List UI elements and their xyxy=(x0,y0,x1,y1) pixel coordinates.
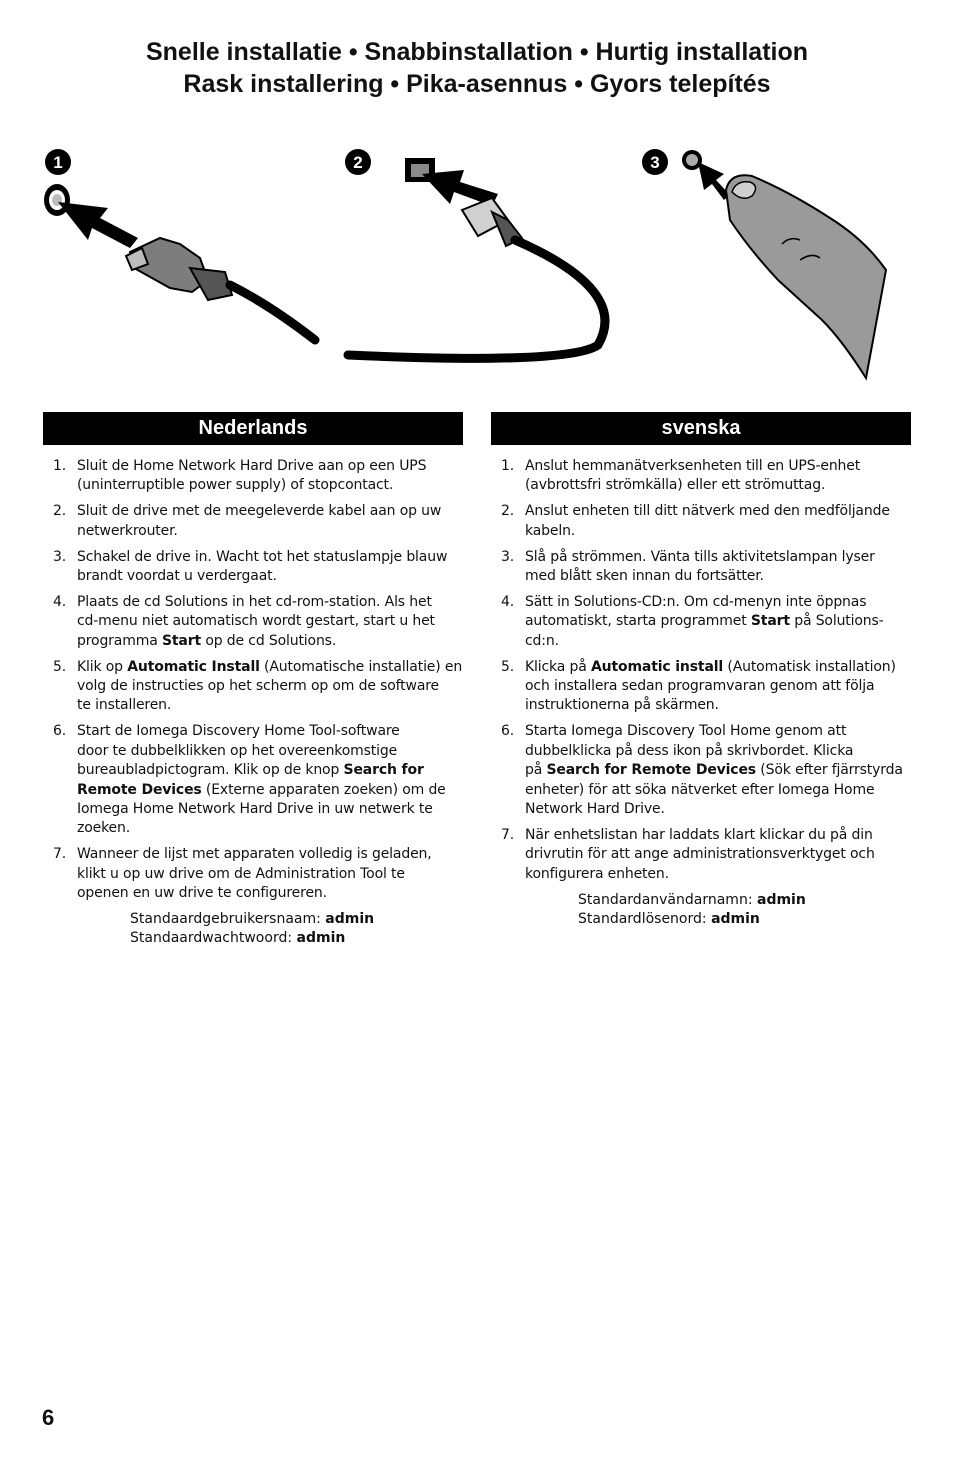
step-badge-2-label: 2 xyxy=(353,153,363,172)
text-segment: Standaardwachtwoord: xyxy=(130,930,297,947)
text-segment: med blått sken innan du fortsätter. xyxy=(525,568,764,585)
step-line xyxy=(525,476,911,495)
text-segment: admin xyxy=(296,930,346,947)
text-segment: Standaardgebruikersnaam: xyxy=(130,911,326,928)
step-line xyxy=(77,696,463,715)
step-line xyxy=(77,476,463,495)
step-item xyxy=(53,658,463,716)
page-number: 6 xyxy=(42,1405,55,1430)
step-item xyxy=(53,548,463,587)
step-line xyxy=(525,865,911,884)
step-line xyxy=(77,658,463,677)
step-line xyxy=(77,800,463,819)
installation-illustration xyxy=(30,140,930,390)
text-segment: Search for Remote Devices xyxy=(546,762,756,779)
page-title xyxy=(0,36,954,100)
step-line xyxy=(77,845,463,864)
step-item xyxy=(501,457,911,496)
step-line xyxy=(525,742,911,761)
step-number: 6. xyxy=(501,723,515,740)
text-segment: bureaubladpictogram. Klik op de knop xyxy=(77,762,344,779)
text-segment: kabeln. xyxy=(525,522,576,539)
text-segment: på xyxy=(525,762,547,779)
step-line xyxy=(77,677,463,696)
step-line xyxy=(525,632,911,651)
text-segment: Sätt in Solutions-CD:n. Om cd-menyn inte öppnas xyxy=(525,593,867,610)
text-segment: instruktionerna på skärmen. xyxy=(525,697,719,714)
step-item xyxy=(501,658,911,716)
step-badge-3 xyxy=(642,149,668,175)
text-segment: Standardlösenord: xyxy=(578,911,712,928)
nederlands-credentials xyxy=(130,910,463,949)
text-segment: klikt u op uw drive om de Administration Tool te xyxy=(77,865,405,882)
power-button-icon xyxy=(682,150,702,170)
nederlands-steps xyxy=(43,457,463,904)
text-segment: Sluit de drive met de meegeleverde kabel aan op uw xyxy=(77,503,442,520)
step-number: 3. xyxy=(53,548,67,565)
text-segment: netwerkrouter. xyxy=(77,522,178,539)
step-line xyxy=(77,781,463,800)
step-line xyxy=(77,567,463,586)
step-line xyxy=(525,567,911,586)
step-line xyxy=(525,593,911,612)
step-line xyxy=(525,658,911,677)
text-segment: Anslut hemmanätverksenheten till en UPS-enhet xyxy=(525,458,861,474)
text-segment: (Externe apparaten zoeken) om de xyxy=(201,781,446,798)
step-number: 5. xyxy=(53,658,67,675)
step-line xyxy=(77,761,463,780)
step-line xyxy=(525,522,911,541)
step-line xyxy=(77,457,463,476)
text-segment: cd-menu niet automatisch wordt gestart, start u het xyxy=(77,613,435,630)
step-item xyxy=(501,502,911,541)
text-segment: Start xyxy=(750,613,790,630)
step-badge-2 xyxy=(345,149,371,175)
text-segment: Plaats de cd Solutions in het cd-rom-station. Als het xyxy=(77,593,432,610)
text-segment: admin xyxy=(711,911,760,928)
step-number: 4. xyxy=(53,593,67,610)
step-line xyxy=(525,826,911,845)
credential-line xyxy=(578,910,911,929)
step-item xyxy=(501,593,911,651)
nederlands-column xyxy=(43,412,463,949)
step-line xyxy=(525,548,911,567)
text-segment: Anslut enheten till ditt nätverk med den medföljande xyxy=(525,503,890,520)
text-segment: Automatic install xyxy=(590,658,724,675)
text-segment: enheter) för att söka nätverket efter Iomega Home xyxy=(525,781,875,798)
finger-icon xyxy=(726,175,886,378)
step-line xyxy=(77,884,463,903)
nederlands-heading: Nederlands xyxy=(43,412,463,445)
title-line-1: Snelle installatie • Snabbinstallation • Hurtig installation xyxy=(145,38,809,66)
step-line xyxy=(525,502,911,521)
svenska-steps xyxy=(491,457,911,884)
text-segment: admin xyxy=(325,911,375,928)
step-line xyxy=(525,800,911,819)
text-segment: admin xyxy=(757,891,806,908)
text-segment: Remote Devices xyxy=(77,781,202,798)
step-line xyxy=(77,593,463,612)
text-segment: konfigurera enheten. xyxy=(525,865,669,882)
step-number: 7. xyxy=(53,846,67,863)
text-segment: (avbrottsfri strömkälla) eller ett strömuttag. xyxy=(525,477,826,494)
text-segment: och installera sedan programvaran genom att följa xyxy=(525,678,875,695)
text-segment: Start xyxy=(161,632,202,649)
step-item xyxy=(53,593,463,651)
credential-line xyxy=(130,910,463,929)
text-segment: (Sök efter fjärrstyrda xyxy=(756,762,903,779)
step-badge-3-label: 3 xyxy=(650,153,660,172)
step-number: 4. xyxy=(501,593,515,610)
step-number: 1. xyxy=(501,458,515,474)
step-line xyxy=(525,457,911,476)
step-line xyxy=(77,819,463,838)
text-segment: door te dubbelklikken op het overeenkomstige xyxy=(77,742,398,759)
step-line xyxy=(77,722,463,741)
step-line xyxy=(525,612,911,631)
text-segment: automatiskt, starta programmet xyxy=(525,613,751,630)
step-line xyxy=(77,548,463,567)
text-segment: Wanneer de lijst met apparaten volledig is geladen, xyxy=(77,846,432,863)
step-number: 2. xyxy=(53,503,67,520)
text-segment: När enhetslistan har laddats klart klickar du på din xyxy=(525,826,873,843)
step-line xyxy=(77,742,463,761)
text-segment: dubbelklicka på dess ikon på skrivbordet. Klicka xyxy=(525,742,854,759)
step-number: 3. xyxy=(501,548,515,565)
text-segment: Search for xyxy=(343,762,424,779)
text-segment: te installeren. xyxy=(77,697,172,714)
step-line xyxy=(77,502,463,521)
step-line xyxy=(525,677,911,696)
text-segment: (uninterruptible power supply) of stopcontact. xyxy=(77,477,394,494)
step-line xyxy=(525,781,911,800)
arrow-1-icon xyxy=(58,202,138,248)
text-segment: Slå på strömmen. Vänta tills aktivitetslampan lyser xyxy=(525,548,875,565)
step-item xyxy=(501,826,911,884)
step-line xyxy=(77,865,463,884)
step-line xyxy=(525,696,911,715)
text-segment: op de cd Solutions. xyxy=(201,632,337,649)
text-segment: Klik op xyxy=(77,658,128,675)
text-segment: (Automatische installatie) en xyxy=(259,658,463,675)
text-segment: på Solutions- xyxy=(789,613,884,630)
title-line-2: Rask installering • Pika-asennus • Gyors telepítés xyxy=(183,70,771,98)
step-number: 7. xyxy=(501,826,515,843)
power-plug-icon xyxy=(126,238,315,340)
text-segment: Klicka på xyxy=(525,658,591,675)
svenska-credentials xyxy=(578,891,911,930)
step-line xyxy=(77,632,463,651)
text-segment: Iomega Home Network Hard Drive in uw netwerk te xyxy=(77,801,433,817)
text-segment: drivrutin för att ange administrationsverktyget och xyxy=(525,846,875,863)
svenska-column xyxy=(491,412,911,929)
step-badge-1 xyxy=(45,149,71,175)
step-number: 6. xyxy=(53,723,67,740)
step-badge-1-label: 1 xyxy=(53,153,63,172)
text-segment: Start de Iomega Discovery Home Tool-software xyxy=(77,723,400,740)
step-number: 1. xyxy=(53,458,67,474)
text-segment: programma xyxy=(77,632,162,649)
text-segment: zoeken. xyxy=(77,820,131,837)
credential-line xyxy=(130,929,463,948)
step-item xyxy=(501,548,911,587)
text-segment: brandt voordat u verdergaat. xyxy=(77,568,277,585)
step-item xyxy=(53,457,463,496)
step-line xyxy=(77,612,463,631)
text-segment: Sluit de Home Network Hard Drive aan op een UPS xyxy=(77,458,427,474)
step-line xyxy=(525,845,911,864)
text-segment: Standardanvändarnamn: xyxy=(578,891,757,908)
arrow-3-icon xyxy=(698,162,730,200)
text-segment: Automatic Install xyxy=(127,658,260,675)
step-item xyxy=(501,722,911,819)
text-segment: Network Hard Drive. xyxy=(525,801,665,817)
step-number: 2. xyxy=(501,503,515,520)
text-segment: volg de instructies op het scherm op om de software xyxy=(77,678,440,695)
text-segment: (Automatisk installation) xyxy=(723,658,896,675)
step-line xyxy=(525,722,911,741)
step-line xyxy=(77,522,463,541)
step-item xyxy=(53,845,463,903)
text-segment: Starta Iomega Discovery Tool Home genom att xyxy=(525,723,847,740)
step-line xyxy=(525,761,911,780)
text-segment: cd:n. xyxy=(525,632,559,649)
step-item xyxy=(53,502,463,541)
ethernet-plug-icon xyxy=(348,198,605,358)
step-number: 5. xyxy=(501,658,515,675)
text-segment: Schakel de drive in. Wacht tot het statuslampje blauw xyxy=(77,548,448,565)
text-segment: openen en uw drive te configureren. xyxy=(77,885,327,902)
svenska-heading: svenska xyxy=(491,412,911,445)
step-item xyxy=(53,722,463,838)
credential-line xyxy=(578,891,911,910)
